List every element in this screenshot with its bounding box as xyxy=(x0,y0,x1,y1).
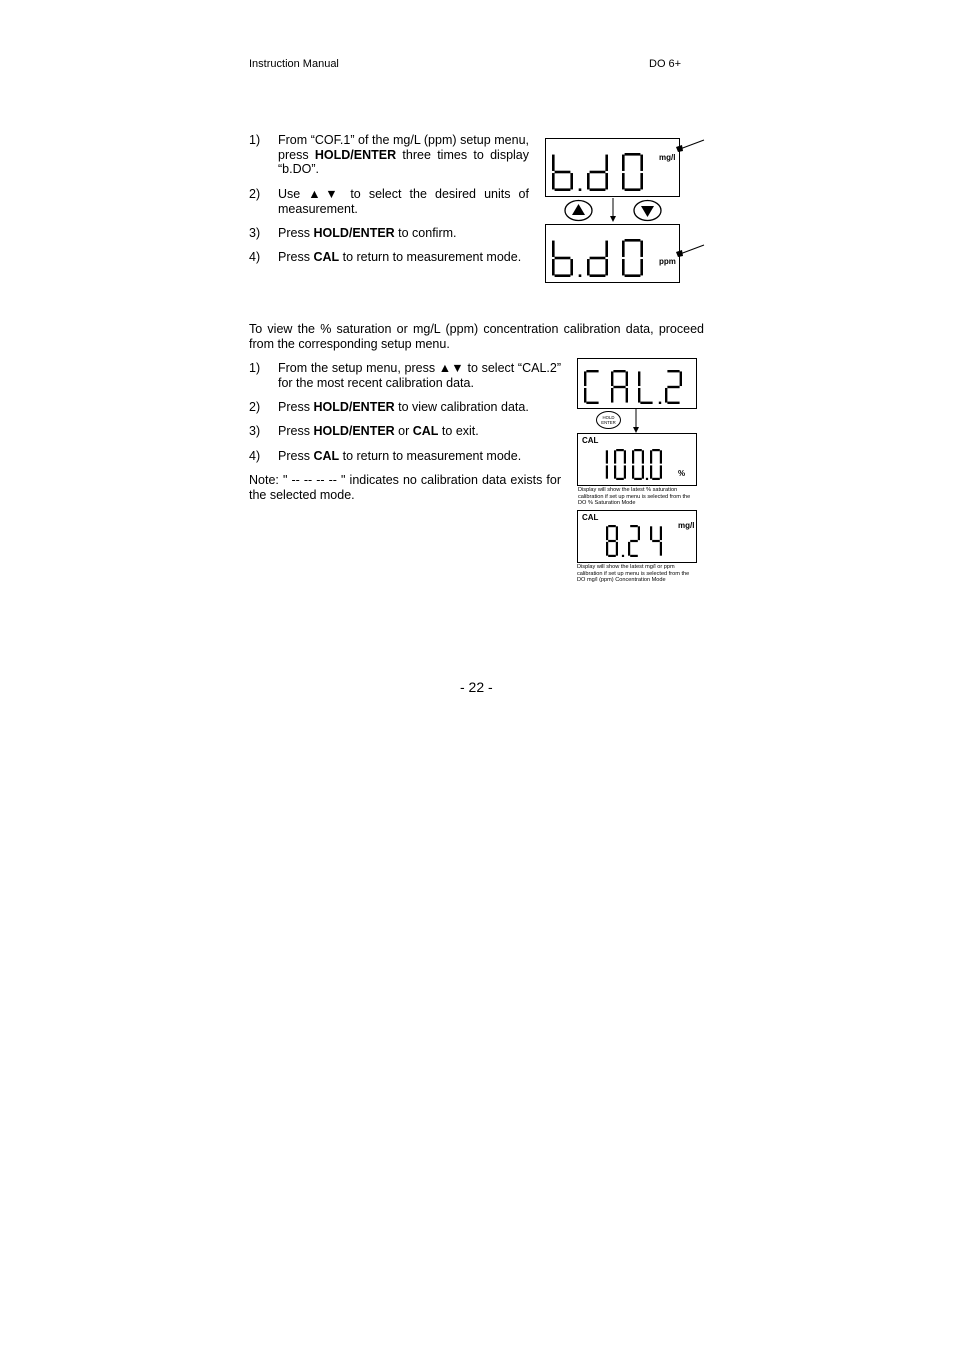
step-text xyxy=(278,187,529,216)
lcd-unit-ppm: ppm xyxy=(659,257,676,266)
lcd-segment xyxy=(665,388,667,403)
lcd-display-saturation xyxy=(577,433,697,486)
lcd-segment xyxy=(660,465,662,478)
lcd-display-ppm xyxy=(545,224,680,283)
lcd-readout-bdo xyxy=(546,139,681,198)
step-text-run: three times to display “b.DO”. xyxy=(278,147,529,176)
lcd-segment xyxy=(625,274,641,277)
lcd-segment xyxy=(660,526,662,540)
step-text-bold: CAL xyxy=(313,250,340,264)
hold-enter-line2: ENTER xyxy=(601,420,616,425)
lcd-segment xyxy=(634,478,642,480)
lcd-segment xyxy=(552,173,555,189)
lcd-segment xyxy=(587,173,590,189)
step-text-bold: CAL xyxy=(412,424,439,438)
lcd-segment xyxy=(616,526,618,540)
lcd-segment xyxy=(638,388,640,403)
lcd-decimal-point xyxy=(579,274,582,277)
step-text-bold: CAL xyxy=(313,449,340,463)
lcd-segment xyxy=(650,450,652,463)
step-text-bold: HOLD/ENTER xyxy=(313,226,395,240)
section2-intro: To view the % saturation or mg/L (ppm) concentration calibration data, proceed from the corresponding setup menu. xyxy=(249,322,704,351)
lcd-segment xyxy=(590,274,606,277)
lcd-segment xyxy=(555,257,571,260)
lcd-cal-label-sat: CAL xyxy=(582,436,599,445)
lcd-readout-bdo-ppm xyxy=(546,225,681,284)
lcd-segment xyxy=(616,478,624,480)
lcd-segment xyxy=(640,259,643,275)
lcd-segment xyxy=(632,450,634,463)
step-text-run: to return to measurement mode. xyxy=(339,250,522,264)
step-text-run: to view calibration data. xyxy=(394,400,529,414)
lcd-segment xyxy=(614,465,616,478)
lcd-segment xyxy=(625,188,641,191)
lcd-segment xyxy=(630,555,638,557)
lcd-segment xyxy=(555,188,571,191)
pointer-ppm-icon xyxy=(670,241,710,261)
step-number: 2) xyxy=(249,400,261,414)
step-number: 1) xyxy=(249,133,261,147)
lcd-cal-label-conc: CAL xyxy=(582,513,599,522)
lcd-segment xyxy=(608,555,616,557)
lcd-segment xyxy=(680,371,682,386)
step-number: 3) xyxy=(249,226,261,240)
lcd-segment xyxy=(632,465,634,478)
step-text-run: Press xyxy=(278,400,314,414)
lcd-segment xyxy=(555,274,571,277)
header-title: Instruction Manual xyxy=(249,58,339,70)
lcd-segment xyxy=(622,241,625,257)
lcd-segment xyxy=(552,241,555,257)
lcd-segment xyxy=(590,171,606,174)
lcd-segment xyxy=(660,542,662,556)
step-text xyxy=(278,250,529,265)
lcd-segment xyxy=(611,371,613,386)
lcd-decimal-point xyxy=(622,555,624,557)
lcd-display-cal2 xyxy=(577,358,697,409)
lcd-decimal-point xyxy=(646,478,648,480)
lcd-segment xyxy=(650,526,652,540)
step-number: 4) xyxy=(249,449,261,463)
lcd-segment xyxy=(667,370,679,372)
lcd-segment xyxy=(616,449,624,451)
lcd-segment xyxy=(611,388,613,403)
lcd-segment xyxy=(650,465,652,478)
step-text-bold: HOLD/ENTER xyxy=(313,400,395,414)
step-text xyxy=(278,133,529,177)
lcd-segment xyxy=(660,450,662,463)
step-text xyxy=(278,400,561,415)
lcd-segment xyxy=(608,540,616,542)
lcd-segment xyxy=(587,259,590,275)
caption-concentration: Display will show the latest mg/l or ppm calibration if set up menu is selected from the DO mg/l (ppm) Concentration Mode xyxy=(577,564,690,584)
lcd-segment xyxy=(586,370,598,372)
lcd-segment xyxy=(614,450,616,463)
lcd-unit-mgl: mg/l xyxy=(678,521,695,530)
lcd-segment xyxy=(625,153,641,156)
lcd-segment xyxy=(608,525,616,527)
step-text-run: to return to measurement mode. xyxy=(339,449,522,463)
step-text-run: Press xyxy=(278,250,314,264)
lcd-segment xyxy=(613,386,625,388)
lcd-unit-mg: mg/l xyxy=(659,153,676,162)
lcd-display-concentration xyxy=(577,510,697,563)
lcd-segment xyxy=(570,173,573,189)
lcd-segment xyxy=(640,173,643,189)
lcd-segment xyxy=(584,371,586,386)
page-number: - 22 - xyxy=(460,679,493,695)
lcd-segment xyxy=(640,241,643,257)
lcd-segment xyxy=(590,257,606,260)
lcd-decimal-point xyxy=(579,188,582,191)
step-text-run: to confirm. xyxy=(394,226,457,240)
step-text-run: to exit. xyxy=(438,424,479,438)
up-arrow-button-icon[interactable] xyxy=(564,199,593,222)
lcd-segment xyxy=(626,388,628,403)
lcd-segment xyxy=(634,449,642,451)
lcd-segment xyxy=(642,465,644,478)
lcd-segment xyxy=(605,259,608,275)
lcd-segment xyxy=(622,155,625,171)
step-text xyxy=(278,226,529,241)
lcd-segment xyxy=(606,526,608,540)
step-text-run: Press xyxy=(278,424,314,438)
lcd-segment xyxy=(642,450,644,463)
lcd-unit-percent: % xyxy=(678,469,686,478)
lcd-segment xyxy=(624,465,626,478)
lcd-segment xyxy=(640,402,652,404)
step-text-run: Press xyxy=(278,226,314,240)
step-text xyxy=(278,361,561,390)
step-number: 1) xyxy=(249,361,261,375)
lcd-segment xyxy=(584,388,586,403)
lcd-segment xyxy=(606,465,608,478)
pointer-mg-icon xyxy=(670,136,710,156)
lcd-segment xyxy=(552,155,555,171)
lcd-segment xyxy=(630,525,638,527)
step-text-run: Press xyxy=(278,449,314,463)
lcd-segment xyxy=(606,542,608,556)
header-model: DO 6+ xyxy=(649,58,682,70)
lcd-segment xyxy=(652,478,660,480)
lcd-segment xyxy=(613,370,625,372)
lcd-segment xyxy=(555,171,571,174)
step-text xyxy=(278,449,561,464)
hold-enter-line1: HOLD xyxy=(602,415,615,420)
lcd-segment xyxy=(570,259,573,275)
lcd-display-mg xyxy=(545,138,680,197)
lcd-segment xyxy=(638,371,640,386)
lcd-segment xyxy=(606,450,608,463)
step-number: 4) xyxy=(249,250,261,264)
lcd-segment xyxy=(622,173,625,189)
lcd-segment xyxy=(622,259,625,275)
lcd-segment xyxy=(605,155,608,171)
step-number: 2) xyxy=(249,187,261,201)
lcd-decimal-point xyxy=(659,402,661,404)
lcd-segment xyxy=(616,542,618,556)
lcd-readout-cal2 xyxy=(578,359,698,410)
caption-saturation: Display will show the latest % saturation calibration if set up menu is selected from the DO % Saturation Mode xyxy=(578,487,691,507)
lcd-segment xyxy=(628,542,630,556)
step-text xyxy=(278,424,561,439)
lcd-segment xyxy=(590,188,606,191)
step-text-run: Use ▲▼ to select the desired units of measurement. xyxy=(278,187,529,216)
lcd-segment xyxy=(586,402,598,404)
step-text-bold: HOLD/ENTER xyxy=(313,424,395,438)
lcd-segment xyxy=(667,402,679,404)
lcd-segment xyxy=(652,449,660,451)
hold-enter-button[interactable] xyxy=(596,411,621,429)
lcd-segment xyxy=(630,540,638,542)
step-text-run: From the setup menu, press ▲▼ to select “CAL.2” for the most recent calibration data. xyxy=(278,361,561,390)
step-number: 3) xyxy=(249,424,261,438)
lcd-segment xyxy=(652,540,660,542)
lcd-segment xyxy=(667,386,679,388)
lcd-segment xyxy=(626,371,628,386)
note-text: Note: " -- -- -- -- " indicates no calibration data exists for the selected mode. xyxy=(249,473,561,502)
lcd-segment xyxy=(625,239,641,242)
step-text-bold: HOLD/ENTER xyxy=(314,147,397,162)
lcd-segment xyxy=(624,450,626,463)
step-text-run: or xyxy=(394,424,413,438)
lcd-segment xyxy=(605,241,608,257)
down-arrow-button-icon[interactable] xyxy=(633,199,662,222)
lcd-segment xyxy=(640,155,643,171)
lcd-segment xyxy=(552,259,555,275)
step-text-run: From “COF.1” of the mg/L (ppm) setup menu, press xyxy=(278,133,529,162)
lcd-segment xyxy=(605,173,608,189)
lcd-segment xyxy=(638,526,640,540)
